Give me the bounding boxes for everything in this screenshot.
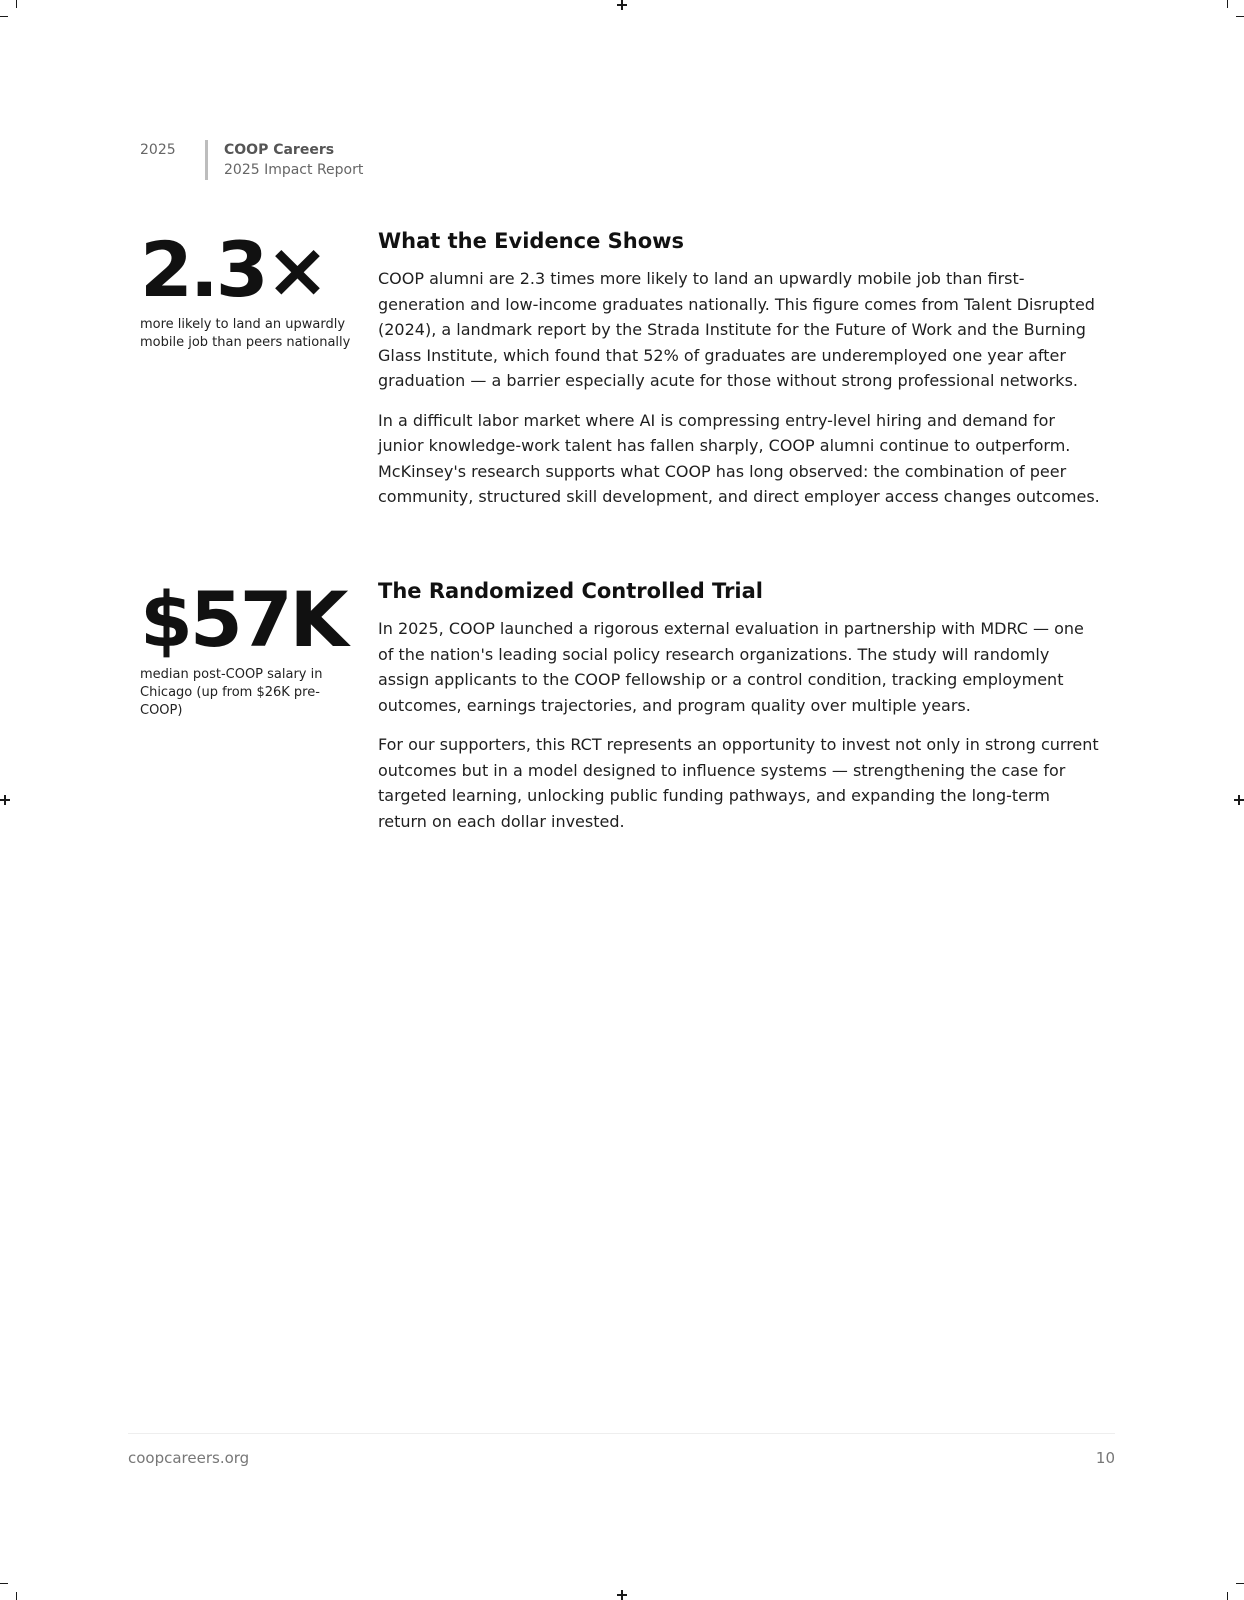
crop-mark-bottom-left bbox=[16, 1592, 17, 1600]
section-heading: What the Evidence Shows bbox=[378, 229, 685, 253]
stat-value: 2.3× bbox=[140, 225, 327, 314]
stat-caption: more likely to land an upwardly mobile job than peers nationally bbox=[140, 317, 351, 350]
crop-mark-top-right-h bbox=[1236, 16, 1244, 17]
crop-mark-top-left bbox=[16, 0, 17, 8]
header-brand: COOP Careers bbox=[224, 142, 335, 158]
section-paragraph: For our supporters, this RCT represents an opportunity to invest not only in strong current outcomes but in a model designed to influence systems — strengthening the case for targeted learning, unlocking public funding pathways, and expanding the long-term return on each dollar invested. bbox=[378, 735, 1099, 831]
registration-mark-right bbox=[1234, 795, 1244, 805]
stat-block-likelihood bbox=[140, 225, 355, 352]
crop-mark-bottom-right bbox=[1227, 1592, 1228, 1600]
section-paragraph: In 2025, COOP launched a rigorous external evaluation in partnership with MDRC — one of the nation's leading social policy research organizations. The study will randomly assign applicants to the COOP fellowship or a control condition, tracking employment outcomes, earnings trajectories, and program quality over multiple years. bbox=[378, 619, 1084, 715]
page-number: 10 bbox=[1095, 1449, 1115, 1467]
section-paragraph: In a difficult labor market where AI is compressing entry-level hiring and demand for junior knowledge-work talent has fallen sharply, COOP alumni continue to outperform. McKinsey's research supports what COOP has long observed: the combination of peer community, structured skill development, and direct employer access changes outcomes. bbox=[378, 410, 1100, 506]
header-divider bbox=[205, 140, 208, 180]
section-heading: The Randomized Controlled Trial bbox=[378, 579, 764, 603]
footer-divider bbox=[128, 1433, 1115, 1434]
crop-mark-bottom-right-h bbox=[1236, 1583, 1244, 1584]
stat-block-salary bbox=[140, 575, 355, 720]
header-report-title: 2025 Impact Report bbox=[224, 162, 364, 178]
registration-mark-left bbox=[0, 795, 10, 805]
crop-mark-top-left-h bbox=[0, 16, 8, 17]
registration-mark-bottom bbox=[617, 1590, 627, 1600]
stat-value: $57K bbox=[140, 575, 346, 664]
section-evidence bbox=[378, 228, 1103, 524]
crop-mark-bottom-left-h bbox=[0, 1583, 8, 1584]
section-rct bbox=[378, 578, 1103, 848]
section-paragraph: COOP alumni are 2.3 times more likely to land an upwardly mobile job than first-generation and low-income graduates nationally. This figure comes from Talent Disrupted (2024), a landmark report by the Strada Institute for the Future of Work and the Burning Glass Institute, which found that 52% of graduates are underemployed one year after graduation — a barrier especially acute for those without strong professional networks. bbox=[378, 269, 1095, 390]
header-year: 2025 bbox=[140, 142, 176, 158]
registration-mark-top bbox=[617, 0, 627, 10]
stat-caption: median post-COOP salary in Chicago (up from $26K pre-COOP) bbox=[140, 667, 323, 718]
crop-mark-top-right bbox=[1227, 0, 1228, 8]
footer-website: coopcareers.org bbox=[128, 1449, 250, 1467]
